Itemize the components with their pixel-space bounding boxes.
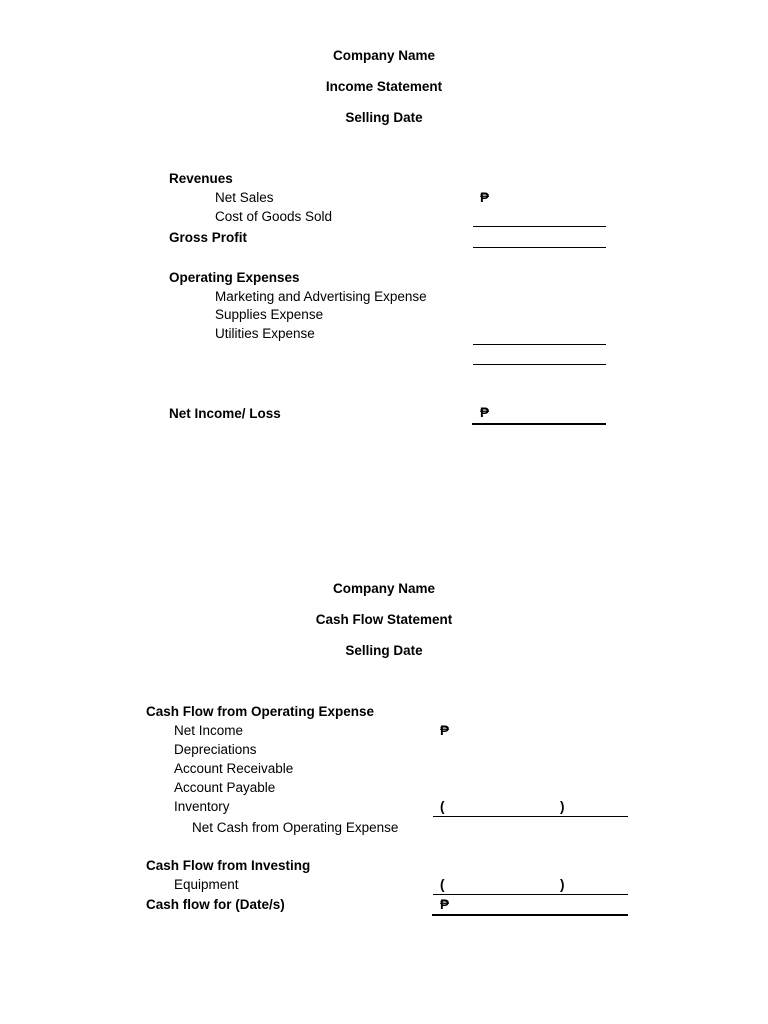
cogs-label: Cost of Goods Sold [215,209,333,224]
operating-item-net-income: Net Income [174,723,244,738]
operating-item-account-receivable: Account Receivable [174,761,294,776]
gross-profit-label: Gross Profit [169,230,248,245]
investing-item-equipment: Equipment [174,877,239,892]
net-income-currency: ₱ [480,405,490,420]
operating-item-depreciations: Depreciations [174,742,257,757]
cash-flow-for-underline [432,914,628,916]
operating-item-inventory: Inventory [174,799,230,814]
opex-label: Operating Expenses [169,270,300,285]
opex-item-marketing: Marketing and Advertising Expense [215,289,427,304]
opex-item-supplies: Supplies Expense [215,307,324,322]
net-sales-label: Net Sales [215,190,274,205]
opex-underline [473,344,606,345]
income-company-name: Company Name [332,48,436,63]
gross-profit-underline [473,247,606,248]
equipment-paren-open: ( [440,877,445,892]
operating-currency: ₱ [440,723,450,738]
net-cash-operating-label: Net Cash from Operating Expense [192,820,399,835]
inventory-underline [433,816,628,817]
equipment-underline [433,894,628,895]
opex-item-utilities: Utilities Expense [215,326,315,341]
net-sales-currency: ₱ [480,190,490,205]
cashflow-selling-date: Selling Date [345,643,423,658]
revenues-label: Revenues [169,171,233,186]
opex-total-underline [473,364,606,365]
net-income-loss-label: Net Income/ Loss [169,406,281,421]
cashflow-statement-title: Cash Flow Statement [315,612,453,627]
cogs-underline [473,226,606,227]
cashflow-company-name: Company Name [332,581,436,596]
income-selling-date: Selling Date [345,110,423,125]
cash-flow-for-currency: ₱ [440,897,450,912]
inventory-paren-open: ( [440,799,445,814]
operating-label: Cash Flow from Operating Expense [146,704,375,719]
investing-label: Cash Flow from Investing [146,858,311,873]
cash-flow-for-label: Cash flow for (Date/s) [146,897,285,912]
inventory-paren-close: ) [560,799,565,814]
income-statement-title: Income Statement [325,79,443,94]
equipment-paren-close: ) [560,877,565,892]
net-income-underline [472,423,606,425]
operating-item-account-payable: Account Payable [174,780,276,795]
